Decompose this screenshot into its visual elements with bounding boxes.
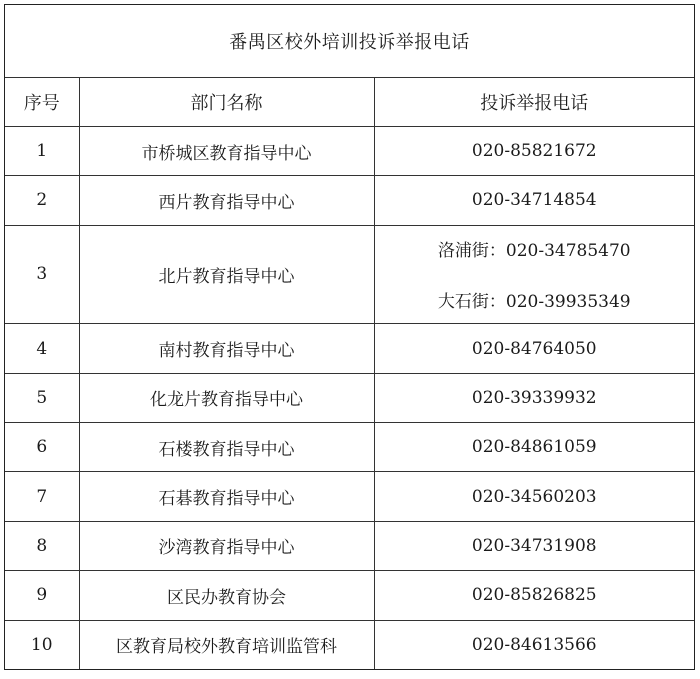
table-row — [5, 620, 694, 669]
row-department: 西片教育指导中心 — [79, 176, 374, 225]
row-index: 9 — [5, 571, 79, 620]
row-department: 区民办教育协会 — [79, 571, 374, 620]
row-department: 市桥城区教育指导中心 — [79, 126, 374, 175]
row-phone: 020-34714854 — [374, 176, 694, 225]
table-row — [5, 571, 694, 620]
row-phone: 020-39339932 — [374, 373, 694, 422]
row-index: 1 — [5, 126, 79, 175]
row-index: 7 — [5, 472, 79, 521]
row-department: 石楼教育指导中心 — [79, 423, 374, 472]
table-title: 番禺区校外培训投诉举报电话 — [5, 5, 694, 77]
row-phone: 020-85821672 — [374, 126, 694, 175]
complaint-phone-table — [5, 5, 694, 669]
complaint-phone-table-frame — [4, 4, 695, 670]
row-phone-dashi: 大石街：020-39935349 — [437, 292, 631, 313]
row-index: 6 — [5, 423, 79, 472]
table-row — [5, 373, 694, 422]
table-row — [5, 521, 694, 570]
row-index: 10 — [5, 620, 79, 669]
table-row — [5, 225, 694, 324]
table-row — [5, 423, 694, 472]
row-department: 化龙片教育指导中心 — [79, 373, 374, 422]
row-phone-luopu: 洛浦街：020-34785470 — [437, 241, 631, 262]
header-index: 序号 — [5, 77, 79, 126]
row-department: 北片教育指导中心 — [79, 225, 374, 324]
row-phone: 020-84613566 — [374, 620, 694, 669]
row-phone: 020-84764050 — [374, 324, 694, 373]
table-row — [5, 324, 694, 373]
header-row — [5, 77, 694, 126]
row-department: 沙湾教育指导中心 — [79, 521, 374, 570]
row-index: 3 — [5, 225, 79, 324]
row-department: 区教育局校外教育培训监管科 — [79, 620, 374, 669]
row-department: 石碁教育指导中心 — [79, 472, 374, 521]
row-index: 2 — [5, 176, 79, 225]
header-department: 部门名称 — [79, 77, 374, 126]
row-department: 南村教育指导中心 — [79, 324, 374, 373]
row-phone: 020-34731908 — [374, 521, 694, 570]
row-phone: 020-34560203 — [374, 472, 694, 521]
row-phone-multi — [374, 225, 694, 324]
table-row — [5, 176, 694, 225]
table-row — [5, 472, 694, 521]
row-index: 8 — [5, 521, 79, 570]
row-phone: 020-84861059 — [374, 423, 694, 472]
table-row — [5, 126, 694, 175]
row-phone: 020-85826825 — [374, 571, 694, 620]
header-phone: 投诉举报电话 — [374, 77, 694, 126]
row-index: 4 — [5, 324, 79, 373]
row-index: 5 — [5, 373, 79, 422]
